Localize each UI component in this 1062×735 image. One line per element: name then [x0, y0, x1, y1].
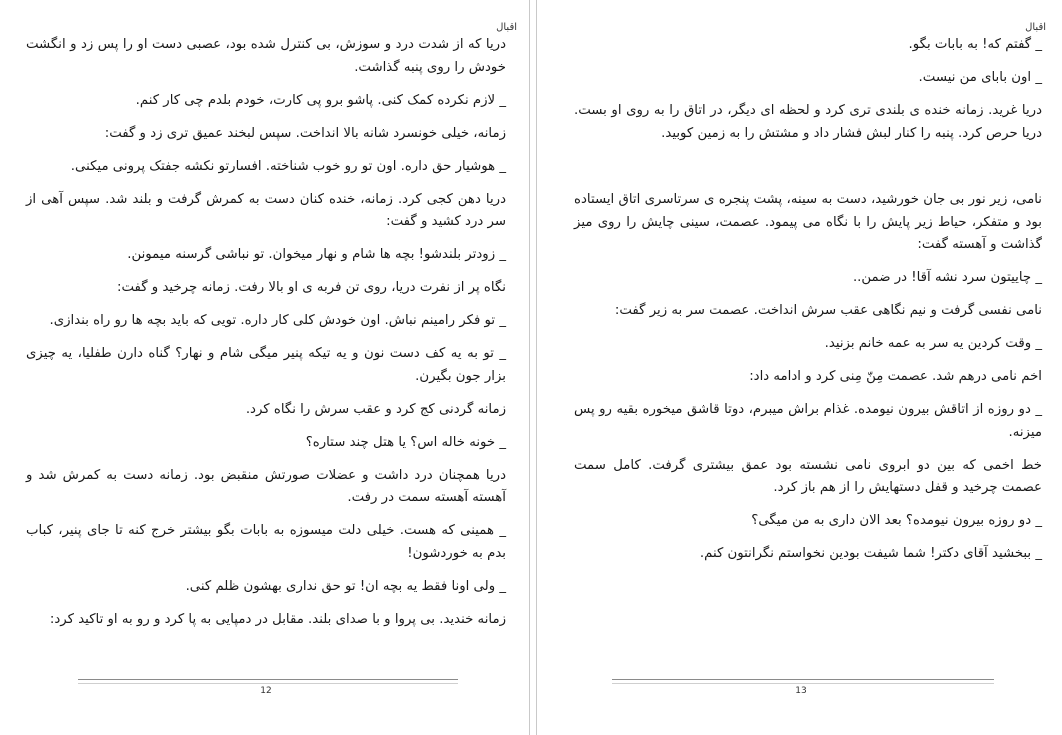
paragraph: _ دو روزه از اتاقش بیرون نیومده. غذام براش میبرم، دوتا قاشق میخوره بقیه رو پس میزنه.	[574, 402, 1042, 440]
paragraph: زمانه خندید. بی پروا و با صدای بلند. مقابل در دمپایی به پا کرد و رو به او تاکید کرد:	[49, 611, 506, 627]
paragraph: _ چاییتون سرد نشه آقا! در ضمن..	[852, 270, 1042, 286]
paragraph: _ ببخشید آقای دکتر! شما شیفت بودین نخواستم نگرانتون کنم.	[699, 546, 1042, 562]
paragraph: دریا دهن کجی کرد. زمانه، خنده کنان دست به کمرش گرفت و بلند شد. سپس آهی از سر درد کشید و گفت:	[26, 191, 506, 230]
footer-rule	[612, 679, 994, 680]
paragraph: _ تو به یه کف دست نون و یه تیکه پنیر میگی شام و نهار؟ گناه دارن طفلیا، یه چیزی بزار جون بگیرن.	[26, 346, 506, 384]
paragraph: خط اخمی که بین دو ابروی نامی نشسته بود عمق بیشتری گرفت. کامل سمت عصمت چرخید و قفل دستهایش را از هم باز کرد.	[574, 457, 1042, 496]
paragraph: زمانه گردنی کج کرد و عقب سرش را نگاه کرد.	[245, 401, 506, 417]
paragraph: دریا همچنان درد داشت و عضلات صورتش منقبض بود. زمانه دست به کمرش شد و آهسته آهسته سمت در رفت.	[26, 467, 506, 506]
paragraph: _ همینی که هست. خیلی دلت میسوزه به بابات بگو بیشتر خرج کنه تا جای پنیر، کباب بدم به خوردشون!	[26, 523, 506, 561]
right-page-text	[574, 34, 1042, 576]
paragraph: _ دو روزه بیرون نیومده؟ بعد الان داری به من میگی؟	[751, 513, 1042, 529]
running-head: اقبال	[496, 22, 517, 33]
left-page-text	[26, 34, 506, 642]
paragraph: _ زودتر بلندشو! بچه ها شام و نهار میخوان. تو نباشی گرسنه میمونن.	[127, 247, 506, 263]
paragraph: اخم نامی درهم شد. عصمت مِنّ مِنی کرد و ادامه داد:	[749, 369, 1042, 385]
footer-rule	[78, 679, 458, 680]
paragraph: دریا که از شدت درد و سوزش، بی کنترل شده بود، عصبی دست او را پس زد و انگشت خودش را روی پنبه گذاشت.	[26, 37, 506, 75]
spine-edge-line	[529, 0, 530, 735]
paragraph: نامی، زیر نور بی جان خورشید، دست به سینه، پشت پنجره ی سرتاسری اتاق ایستاده بود و متفکر، حیاط زیر پایش را با نگاه می پیمود. عصمت، سینی چایش را روی میز گذاشت و آهسته گفت:	[574, 192, 1042, 253]
book-spine	[529, 0, 537, 735]
paragraph: _ وقت کردین یه سر به عمه خانم بزنید.	[824, 336, 1042, 352]
paragraph: _ خونه خاله اس؟ یا هتل چند ستاره؟	[305, 434, 506, 450]
paragraph: نگاه پر از نفرت دریا، روی تن فربه ی او بالا رفت. زمانه چرخید و گفت:	[116, 280, 506, 296]
page-number: 13	[795, 686, 807, 696]
paragraph: _ گفتم که! به بابات بگو.	[908, 37, 1042, 52]
paragraph: زمانه، خیلی خونسرد شانه بالا انداخت. سپس لبخند عمیق تری زد و گفت:	[104, 125, 506, 141]
paragraph: _ تو فکر رامینم نباش. اون خودش کلی کار داره. تویی که باید بچه ها رو راه بندازی.	[49, 313, 506, 329]
running-head: اقبال	[1025, 22, 1046, 33]
paragraph: _ ولی اونا فقط یه بچه ان! تو حق نداری بهشون ظلم کنی.	[185, 578, 506, 594]
page-number: 12	[260, 686, 272, 696]
paragraph: _ هوشیار حق داره. اون تو رو خوب شناخته. افسارتو نکشه جفتک پرونی میکنی.	[70, 158, 506, 174]
paragraph: دریا غرید. زمانه خنده ی بلندی تری کرد و لحظه ای دیگر، در اتاق را به روی او بست. دریا حرص کرد. پنبه را کنار لبش فشار داد و مشتش را به زمین کوبید.	[574, 102, 1042, 141]
paragraph: _ اون بابای من نیست.	[918, 69, 1042, 85]
paragraph: _ لازم نکرده کمک کنی. پاشو برو پی کارت، خودم بلدم چی کار کنم.	[135, 92, 506, 108]
paragraph: نامی نفسی گرفت و نیم نگاهی عقب سرش انداخت. عصمت سر به زیر گفت:	[614, 303, 1042, 319]
